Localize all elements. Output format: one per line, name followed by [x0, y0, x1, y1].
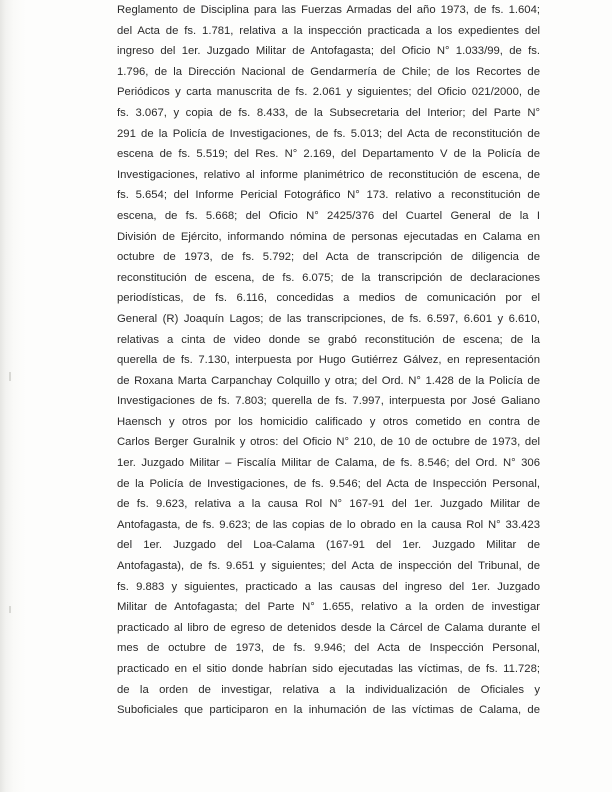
text-line: querella de fs. 7.130, interpuesta por Hugo Gutiérrez Gálvez, en representación: [117, 354, 540, 367]
text-line: fs. 5.654; del Informe Pericial Fotográfico N° 173. relativo a reconstitución de: [117, 189, 540, 202]
text-line: escena de fs. 5.519; del Res. N° 2.169, del Departamento V de la Policía de: [117, 148, 540, 161]
text-line: practicado al libro de egreso de detenidos desde la Cárcel de Calama durante el: [117, 621, 540, 634]
text-line: relativas a cinta de video donde se grabó reconstitución de escena; de la: [117, 333, 540, 346]
text-line: Suboficiales que participaron en la inhumación de las víctimas de Calama, de: [117, 704, 540, 717]
text-line: octubre de 1973, de fs. 5.792; del Acta de transcripción de diligencia de: [117, 251, 540, 264]
text-line: Haensch y otros por los homicidio calificado y otros cometido en contra de: [117, 415, 540, 428]
text-line: del Acta de fs. 1.781, relativa a la inspección practicada a los expedientes del: [117, 24, 540, 37]
text-line: escena, de fs. 5.668; del Oficio N° 2425/376 del Cuartel General de la I: [117, 209, 540, 222]
text-line: reconstitución de escena, de fs. 6.075; de la transcripción de declaraciones: [117, 271, 540, 284]
text-line: ingreso del 1er. Juzgado Militar de Antofagasta; del Oficio N° 1.033/99, de fs.: [117, 45, 540, 58]
text-line: fs. 9.883 y siguientes, practicado a las causas del ingreso del 1er. Juzgado: [117, 580, 540, 593]
text-line: mes de octubre de 1973, de fs. 9.946; del Acta de Inspección Personal,: [117, 642, 540, 655]
text-line: Investigaciones de fs. 7.803; querella de fs. 7.997, interpuesta por José Galiano: [117, 395, 540, 408]
text-line: Militar de Antofagasta; del Parte N° 1.655, relativo a la orden de investigar: [117, 601, 540, 614]
document-body-text: [117, 0, 540, 721]
text-line: 1er. Juzgado Militar – Fiscalía Militar de Calama, de fs. 8.546; del Ord. N° 306: [117, 457, 540, 470]
margin-speck: [9, 372, 11, 381]
text-line: Reglamento de Disciplina para las Fuerzas Armadas del año 1973, de fs. 1.604;: [117, 4, 540, 16]
text-line: Periódicos y carta manuscrita de fs. 2.061 y siguientes; del Oficio 021/2000, de: [117, 86, 540, 99]
text-line: de Roxana Marta Carpanchay Colquillo y otra; del Ord. N° 1.428 de la Policía de: [117, 374, 540, 387]
text-line: del 1er. Juzgado del Loa-Calama (167-91 del 1er. Juzgado Militar de: [117, 539, 540, 552]
text-line: fs. 3.067, y copia de fs. 8.433, de la Subsecretaria del Interior; del Parte N°: [117, 106, 540, 119]
text-line: 291 de la Policía de Investigaciones, de fs. 5.013; del Acta de reconstitución de: [117, 127, 540, 140]
text-line: 1.796, de la Dirección Nacional de Gendarmería de Chile; de los Recortes de: [117, 65, 540, 78]
text-line: Antofagasta), de fs. 9.651 y siguientes; del Acta de inspección del Tribunal, de: [117, 560, 540, 573]
margin-speck: [9, 606, 11, 613]
text-line: Carlos Berger Guralnik y otros: del Oficio N° 210, de 10 de octubre de 1973, del: [117, 436, 540, 449]
text-line: División de Ejército, informando nómina de personas ejecutadas en Calama en: [117, 230, 540, 243]
text-line: Antofagasta, de fs. 9.623; de las copias de lo obrado en la causa Rol N° 33.423: [117, 518, 540, 531]
scanned-margin-edge: [0, 0, 26, 792]
text-line: de la orden de investigar, relativa a la individualización de Oficiales y: [117, 683, 540, 696]
text-line: periodísticas, de fs. 6.116, concedidas a medios de comunicación por el: [117, 292, 540, 305]
text-line: de fs. 9.623, relativa a la causa Rol N° 167-91 del 1er. Juzgado Militar de: [117, 498, 540, 511]
text-line: General (R) Joaquín Lagos; de las transcripciones, de fs. 6.597, 6.601 y 6.610,: [117, 312, 540, 325]
text-line: de la Policía de Investigaciones, de fs. 9.546; del Acta de Inspección Personal,: [117, 477, 540, 490]
text-line: Investigaciones, relativo al informe planimétrico de reconstitución de escena, de: [117, 168, 540, 181]
text-line: practicado en el sitio donde habrían sido ejecutadas las víctimas, de fs. 11.728;: [117, 663, 540, 675]
